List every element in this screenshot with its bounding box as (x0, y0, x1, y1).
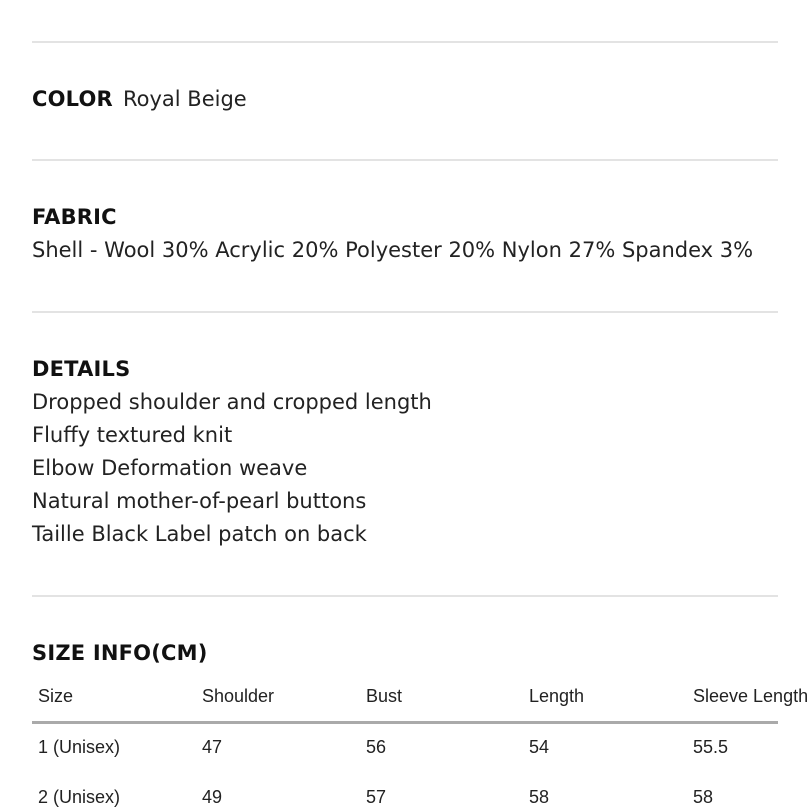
header-cell-bust: Bust (366, 686, 403, 706)
table-cell: 54 (529, 737, 550, 757)
fabric-title: FABRIC (32, 205, 117, 229)
size-table-header (32, 676, 810, 716)
header-cell-size: Size (38, 686, 74, 706)
table-cell: 47 (202, 737, 223, 757)
detail-line: Taille Black Label patch on back (32, 522, 367, 546)
header-cell-shoulder: Shoulder (202, 686, 275, 706)
size-table (32, 676, 810, 810)
table-cell: 2 (Unisex) (38, 787, 121, 807)
table-cell: 56 (366, 737, 387, 757)
table-cell: 58 (529, 787, 550, 807)
detail-line: Elbow Deformation weave (32, 456, 308, 480)
table-row (32, 727, 810, 767)
detail-line: Fluffy textured knit (32, 423, 233, 447)
size-table-header-divider (32, 721, 778, 724)
fabric-composition: Shell - Wool 30% Acrylic 20% Polyester 20% Nylon 27% Spandex 3% (32, 238, 754, 262)
table-cell: 49 (202, 787, 223, 807)
color-divider (32, 159, 778, 161)
header-cell-length: Length (529, 686, 585, 706)
details-title: DETAILS (32, 357, 131, 381)
table-cell: 1 (Unisex) (38, 737, 121, 757)
top-divider (32, 41, 778, 43)
fabric-divider (32, 311, 778, 313)
details-divider (32, 595, 778, 597)
color-label: COLOR (32, 87, 113, 111)
size-info-title: SIZE INFO(CM) (32, 641, 208, 665)
table-cell: 58 (693, 787, 714, 807)
detail-line: Natural mother-of-pearl buttons (32, 489, 367, 513)
header-cell-sleeve-length: Sleeve Length (693, 686, 809, 706)
table-cell: 57 (366, 787, 387, 807)
color-value: Royal Beige (123, 87, 247, 111)
table-cell: 55.5 (693, 737, 729, 757)
table-row (32, 777, 810, 810)
detail-line: Dropped shoulder and cropped length (32, 390, 432, 414)
